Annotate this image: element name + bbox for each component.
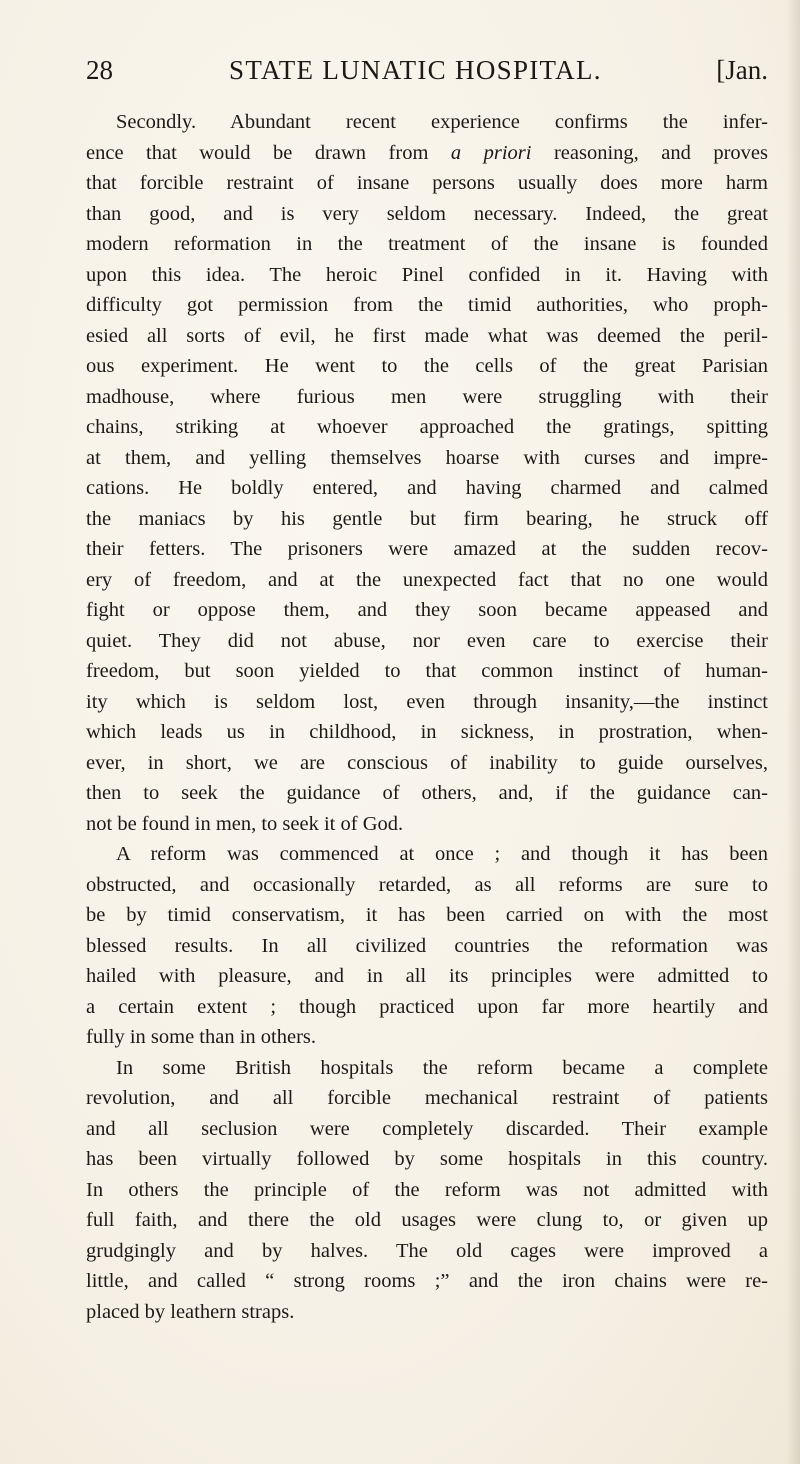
text-line: that forcible restraint of insane persons usually does more harm: [86, 172, 768, 194]
text-line: than good, and is very seldom necessary. Indeed, the great: [86, 202, 768, 225]
text-line: then to seek the guidance of others, and, if the guidance can-: [86, 782, 768, 804]
text-line: madhouse, where furious men were struggling with their: [86, 385, 768, 408]
text-line: which leads us in childhood, in sickness, in prostration, when-: [86, 721, 768, 743]
text-line: fully in some than in others.: [86, 1026, 317, 1048]
text-line: ever, in short, we are conscious of inability to guide ourselves,: [86, 751, 768, 774]
paragraph: [86, 839, 768, 1053]
text-line: has been virtually followed by some hospitals in this country.: [86, 1148, 768, 1170]
paragraph: [86, 107, 768, 839]
text-line: their fetters. The prisoners were amazed at the sudden recov-: [86, 538, 768, 560]
text-line: obstructed, and occasionally retarded, as all reforms are sure to: [86, 873, 768, 896]
page-edge-shadow: [786, 0, 800, 1464]
text-line: In some British hospitals the reform became a complete: [116, 1056, 768, 1079]
body-text: [86, 107, 768, 1327]
text-line: blessed results. In all civilized countries the reformation was: [86, 934, 768, 957]
text-line: In others the principle of the reform was not admitted with: [86, 1178, 768, 1201]
text-line: placed by leathern straps.: [86, 1300, 295, 1323]
text-line: freedom, but soon yielded to that common instinct of human-: [86, 660, 768, 682]
paragraph: [86, 1053, 768, 1328]
text-line: grudgingly and by halves. The old cages were improved a: [86, 1239, 768, 1262]
text-line: at them, and yelling themselves hoarse with curses and impre-: [86, 446, 768, 469]
text-line: ence that would be drawn from a priori reasoning, and proves: [86, 141, 768, 164]
text-line: the maniacs by his gentle but firm bearing, he struck off: [86, 507, 768, 530]
text-line: ery of freedom, and at the unexpected fact that no one would: [86, 568, 768, 591]
text-line: upon this idea. The heroic Pinel confided in it. Having with: [86, 263, 768, 286]
text-line: not be found in men, to seek it of God.: [86, 812, 404, 835]
text-line: cations. He boldly entered, and having charmed and calmed: [86, 477, 768, 499]
text-line: fight or oppose them, and they soon became appeased and: [86, 599, 768, 621]
text-line: difficulty got permission from the timid authorities, who proph-: [86, 294, 768, 316]
text-line: and all seclusion were completely discarded. Their example: [86, 1117, 768, 1140]
text-line: esied all sorts of evil, he first made what was deemed the peril-: [86, 324, 768, 347]
page-number: 28: [86, 55, 113, 85]
text-line: little, and called “ strong rooms ;” and the iron chains were re-: [86, 1270, 768, 1292]
text-line: revolution, and all forcible mechanical restraint of patients: [86, 1087, 768, 1109]
text-line: chains, striking at whoever approached the gratings, spitting: [86, 416, 768, 438]
text-line: modern reformation in the treatment of the insane is founded: [86, 233, 768, 255]
text-line: a certain extent ; though practiced upon far more heartily and: [86, 995, 768, 1018]
running-head: [86, 50, 768, 90]
text-line: ity which is seldom lost, even through insanity,—the instinct: [86, 690, 768, 713]
text-line: be by timid conservatism, it has been carried on with the most: [86, 904, 768, 926]
text-line: A reform was commenced at once ; and though it has been: [116, 843, 768, 865]
running-title: STATE LUNATIC HOSPITAL.: [229, 55, 602, 85]
text-line: Secondly. Abundant recent experience confirms the infer-: [116, 111, 768, 133]
running-date: [Jan.: [716, 55, 768, 85]
text-line: ous experiment. He went to the cells of the great Parisian: [86, 355, 768, 377]
text-line: hailed with pleasure, and in all its principles were admitted to: [86, 965, 768, 987]
text-line: full faith, and there the old usages were clung to, or given up: [86, 1209, 768, 1231]
text-line: quiet. They did not abuse, nor even care to exercise their: [86, 629, 768, 652]
